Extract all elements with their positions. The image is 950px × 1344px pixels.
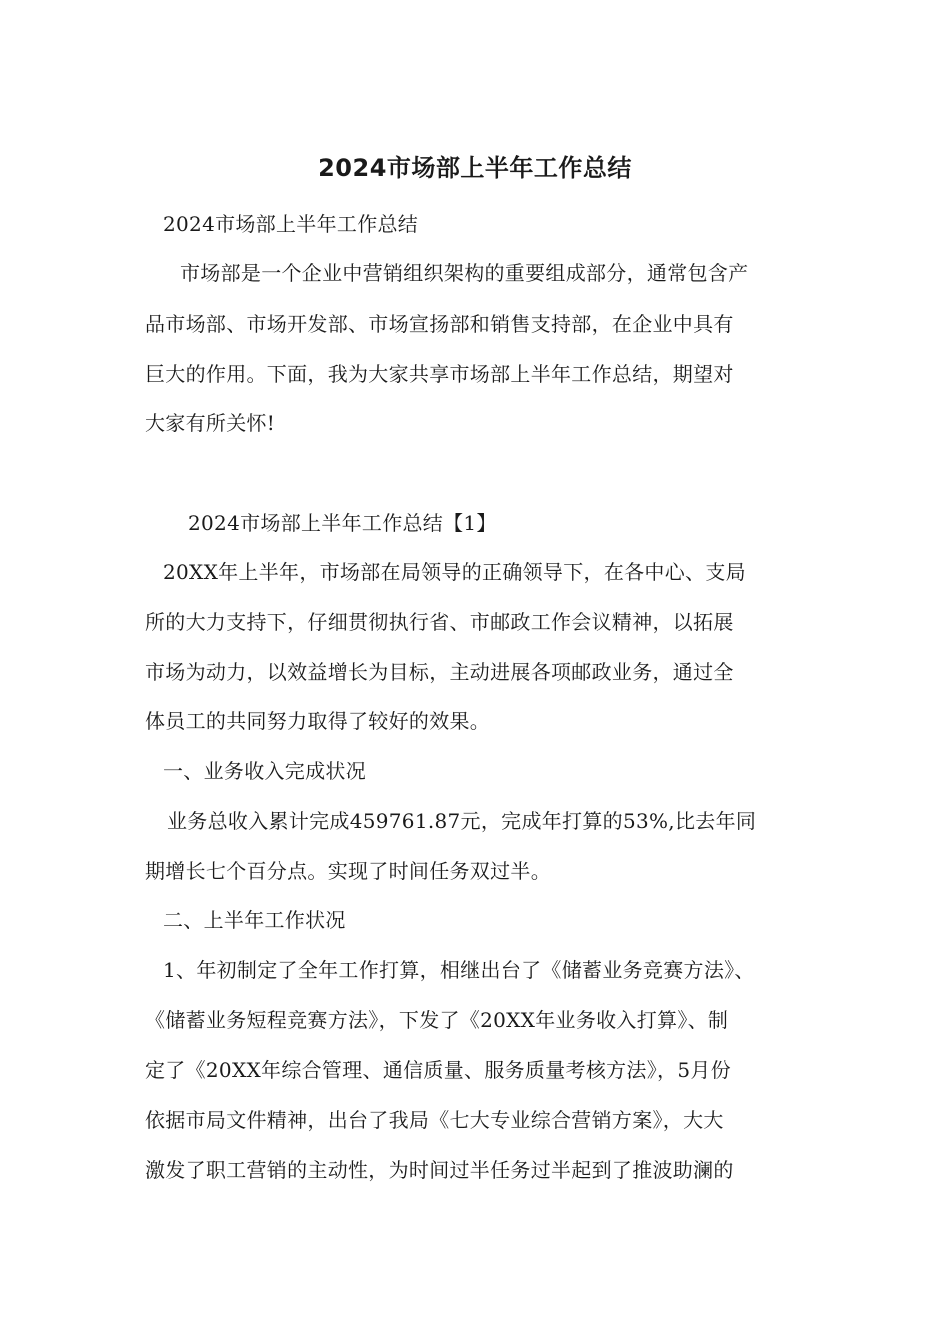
paragraph-line: 体员工的共同努力取得了较好的效果。: [145, 709, 491, 733]
document-title: 2024市场部上半年工作总结: [318, 154, 632, 182]
section-heading: 2024市场部上半年工作总结【1】: [188, 511, 497, 535]
paragraph-line: 1、年初制定了全年工作打算，相继出台了《储蓄业务竞赛方法》、: [163, 958, 755, 982]
paragraph-line: 市场部是一个企业中营销组织架构的重要组成部分，通常包含产: [180, 261, 749, 285]
paragraph-line: 《储蓄业务短程竞赛方法》，下发了《20XX年业务收入打算》、制: [145, 1008, 729, 1032]
paragraph-line: 激发了职工营销的主动性，为时间过半任务过半起到了推波助澜的: [145, 1158, 734, 1182]
paragraph-line: 定了《20XX年综合管理、通信质量、服务质量考核方法》，5月份: [145, 1058, 731, 1082]
section-heading: 二、上半年工作状况: [163, 908, 346, 932]
subtitle-line: 2024市场部上半年工作总结: [163, 212, 419, 236]
paragraph-line: 大家有所关怀!: [145, 411, 276, 435]
paragraph-line: 业务总收入累计完成459761.87元，完成年打算的53%,比去年同: [167, 809, 757, 833]
paragraph-line: 20XX年上半年，市场部在局领导的正确领导下，在各中心、支局: [163, 560, 746, 584]
paragraph-line: 市场为动力，以效益增长为目标，主动进展各项邮政业务，通过全: [145, 660, 734, 684]
paragraph-line: 巨大的作用。下面，我为大家共享市场部上半年工作总结，期望对: [145, 362, 734, 386]
paragraph-line: 依据市局文件精神，出台了我局《七大专业综合营销方案》，大大: [145, 1108, 724, 1132]
section-heading: 一、业务收入完成状况: [163, 759, 366, 783]
paragraph-line: 所的大力支持下，仔细贯彻执行省、市邮政工作会议精神，以拓展: [145, 610, 734, 634]
paragraph-line: 品市场部、市场开发部、市场宣扬部和销售支持部，在企业中具有: [145, 312, 734, 336]
paragraph-line: 期增长七个百分点。实现了时间任务双过半。: [145, 859, 551, 883]
